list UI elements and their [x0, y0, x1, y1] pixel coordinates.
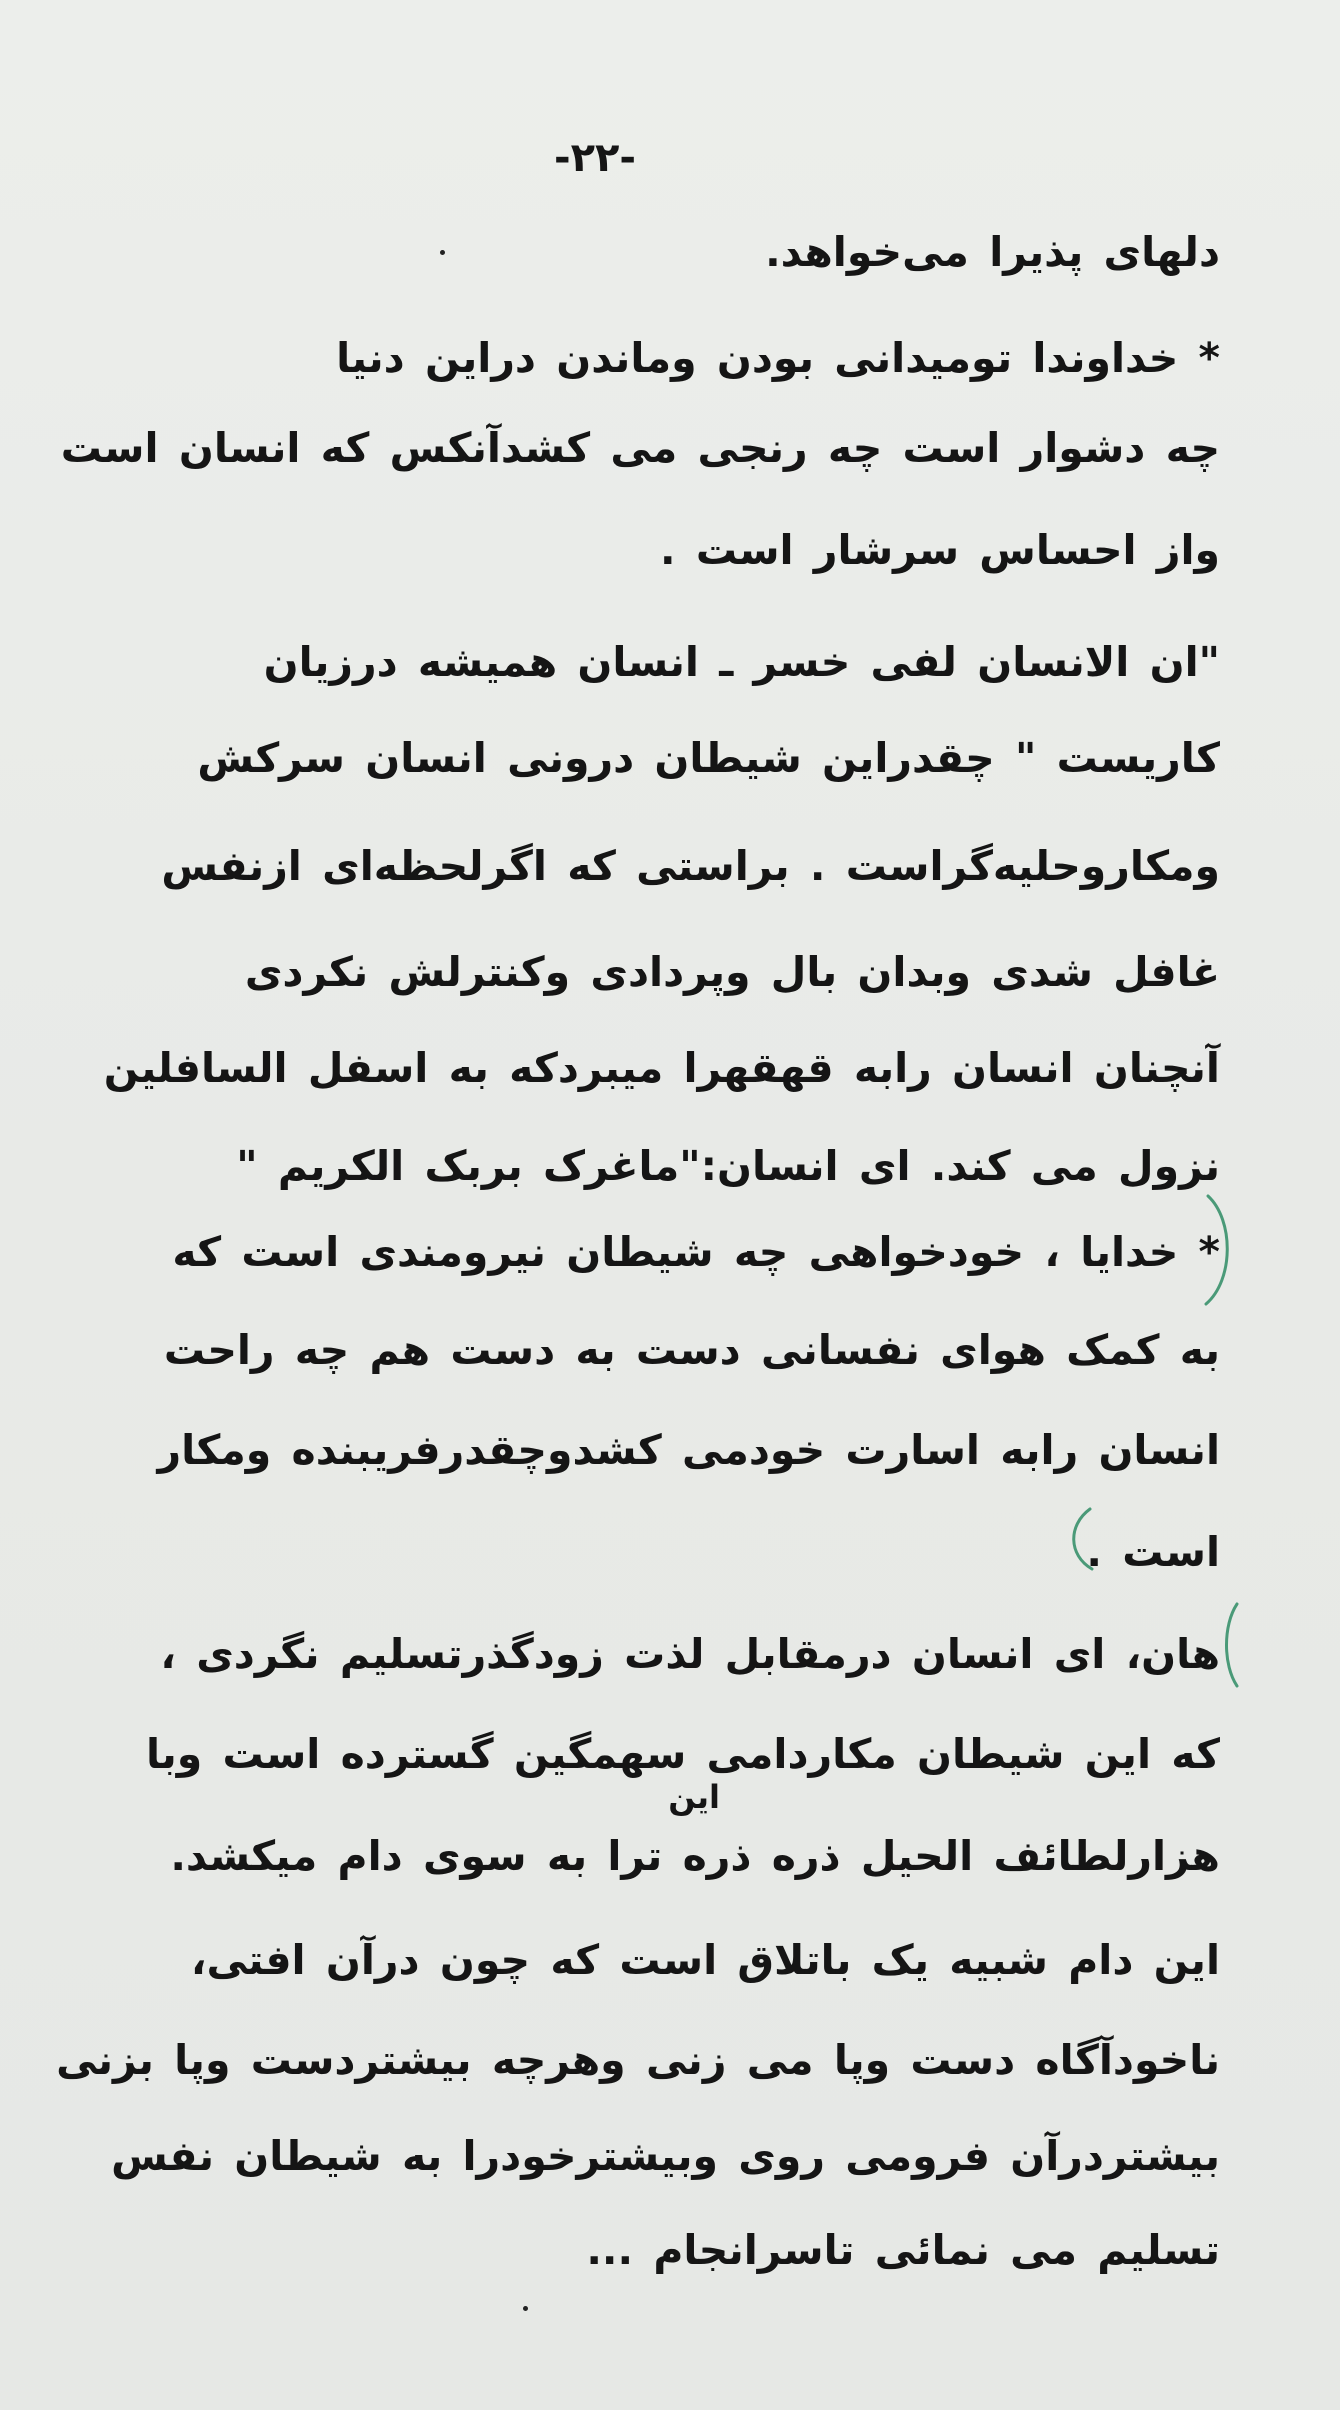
text-line: دلهای پذیرا می‌خواهد. — [765, 228, 1220, 276]
text-line: "ان الانسان لفی خسر ـ انسان همیشه درزیان — [263, 638, 1220, 686]
text-line: واز احساس سرشار است . — [659, 526, 1220, 574]
text-line: * خدایا ، خودخواهی چه شیطان نیرومندی است که — [172, 1228, 1220, 1276]
text-line: است . — [1086, 1528, 1220, 1576]
margin-bracket-mark — [1200, 1190, 1240, 1310]
text-line: غافل شدی وبدان بال وپردادی وکنترلش نکردی — [244, 948, 1220, 996]
text-line: کاریست " چقدراین شیطان درونی انسان سرکش — [197, 734, 1220, 782]
text-line: که این شیطان مکاردامی سهمگین گسترده است وبا — [146, 1730, 1220, 1778]
ink-speck — [523, 2306, 528, 2311]
text-line: * خداوندا تومیدانی بودن وماندن دراین دنیا — [336, 334, 1220, 382]
text-line: نزول می کند. ای انسان:"ماغرک بربک الکریم " — [236, 1142, 1220, 1190]
text-line: تسلیم می نمائی تاسرانجام ... — [586, 2226, 1220, 2274]
text-line: هان، ای انسان درمقابل لذت زودگذرتسلیم نگردی ، — [160, 1630, 1220, 1678]
margin-bracket-mark — [1215, 1600, 1245, 1690]
interline-correction: این — [668, 1778, 720, 1816]
ink-speck — [440, 250, 445, 255]
margin-bracket-mark — [1060, 1505, 1100, 1575]
text-line: ومکاروحلیه‌گراست . براستی که اگرلحظه‌ای ازنفس — [161, 842, 1220, 890]
text-line: انسان رابه اسارت خودمی کشدوچقدرفریبنده ومکار — [157, 1426, 1220, 1474]
text-line: این دام شبیه یک باتلاق است که چون درآن افتی، — [190, 1936, 1220, 1984]
text-line: بیشتردرآن فرومی روی وبیشترخودرا به شیطان نفس — [111, 2132, 1220, 2180]
text-line: چه دشوار است چه رنجی می کشدآنکس که انسان است — [60, 424, 1220, 472]
text-line: آنچنان انسان رابه قهقهرا میبردکه به اسفل السافلین — [103, 1044, 1220, 1092]
page-number: -۲۲- — [553, 135, 637, 181]
text-line: ناخودآگاه دست وپا می زنی وهرچه بیشتردست وپا بزنی — [56, 2036, 1220, 2084]
text-line: هزارلطائف الحیل ذره ذره ترا به سوی دام میکشد. — [170, 1832, 1220, 1880]
text-line: به کمک هوای نفسانی دست به دست هم چه راحت — [163, 1326, 1220, 1374]
